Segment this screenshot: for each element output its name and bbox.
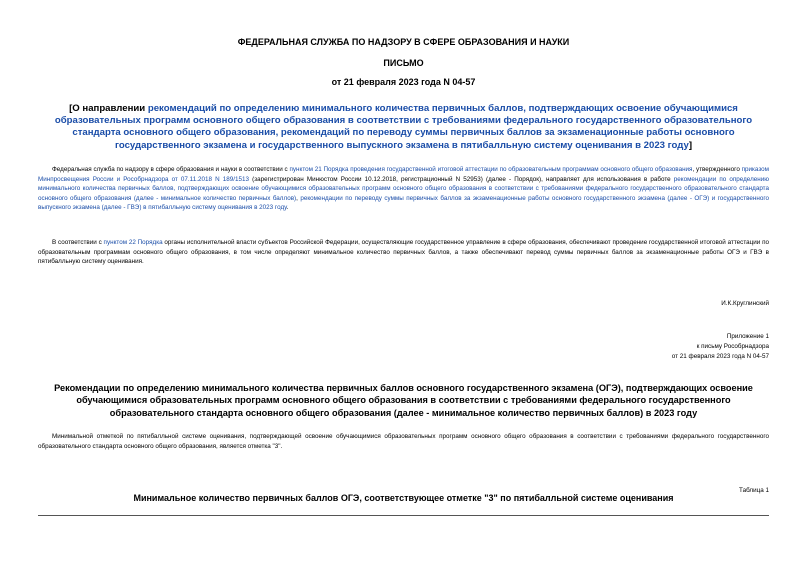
subject-open: [О направлении — [69, 103, 148, 114]
paragraph-3: Минимальной отметкой по пятибалльной системе оценивания, подтверждающей освоение обучающимися образовательных программ основного общего образования в соответствии с требованиями федерального государственного образовательного стандарта основного общего образования, является отметка "3". — [38, 433, 769, 450]
p1-text-5: . — [286, 204, 289, 212]
table-top-border — [38, 515, 769, 516]
p1-text-4: , — [296, 194, 301, 202]
p1-link-recommendations-min[interactable]: рекомендации по определению минимального количества первичных баллов, подтверждающих освоение обучающимися образовательных программ основного общего образования в соответствии с требованиями федерального государственного образовательного стандарта основного общего образования (далее - минимальное количество первичных баллов) — [38, 175, 769, 202]
paragraph-1 — [38, 165, 769, 213]
table-title: Минимальное количество первичных баллов ОГЭ, соответствующее отметке "3" по пятибалльной системе оценивания — [133, 493, 674, 503]
p1-text-3: (зарегистрирован Минюстом России 10.12.2018, регистрационный N 52953) (далее - Порядок), направляет для использования в работе — [249, 175, 674, 183]
p1-text-2: , утвержденного — [692, 166, 742, 173]
p1-text-1: Федеральная служба по надзору в сфере образования и науки в соответствии с — [52, 166, 290, 173]
p2-link-order-22[interactable]: пунктом 22 Порядка — [103, 239, 163, 246]
table-caption: Таблица 1 — [739, 487, 769, 494]
appendix-line-1: Приложение 1 — [726, 333, 769, 340]
subject-link[interactable]: рекомендаций по определению минимального количества первичных баллов, подтверждающих освоение обучающимися образовательных программ основного общего образования в соответствии с требованиями федерального государственного образовательного стандарта основного общего образования, рекомендаций по переводу суммы первичных баллов за экзаменационные работы основного государственного экзамена и государственного выпускного экзамена в пятибалльную систему оценивания в 2023 году — [54, 103, 753, 151]
letter-subject — [52, 103, 755, 152]
subject-close: ] — [688, 139, 693, 151]
p1-link-order-ministry[interactable]: приказом Минпросвещения России и Рособрнадзора от 07.11.2018 N 189/1513 — [38, 166, 769, 183]
appendix-line-2: к письму Рособрнадзора — [696, 343, 769, 350]
paragraph-2 — [38, 238, 769, 267]
p1-link-order-21[interactable]: пунктом 21 Порядка проведения государственной итоговой аттестации по образовательным программам основного общего образования — [289, 166, 693, 173]
recommendations-title: Рекомендации по определению минимального количества первичных баллов основного государственного экзамена (ОГЭ), подтверждающих освоение обучающимися образовательных программ основного общего образования в соответствии с требованиями федерального государственного образовательного стандарта основного общего образования (далее - минимальное количество первичных баллов) в 2023 году — [54, 383, 753, 418]
appendix-line-3: от 21 февраля 2023 года N 04-57 — [671, 353, 769, 360]
doc-date-number: от 21 февраля 2023 года N 04-57 — [331, 77, 476, 87]
doc-type: ПИСЬМО — [383, 58, 424, 68]
p2-text-1: В соответствии с — [52, 239, 104, 246]
agency-title: ФЕДЕРАЛЬНАЯ СЛУЖБА ПО НАДЗОРУ В СФЕРЕ ОБРАЗОВАНИЯ И НАУКИ — [237, 37, 570, 47]
signature: И.К.Круглинский — [721, 300, 769, 307]
p1-link-recommendations-transfer[interactable]: рекомендации по переводу суммы первичных баллов за экзаменационные работы основного государственного экзамена (далее - ОГЭ) и государственного выпускного экзамена (далее - ГВЭ) в пятибалльную систему оценивания в 2023 году — [38, 194, 770, 212]
p2-text-2: органы исполнительной власти субъектов Российской Федерации, осуществляющие государственное управление в сфере образования, обеспечивают проведение государственной итоговой аттестации по образовательным программам основного общего образования, в том числе определяют минимальное количество первичных баллов, а также обеспечивают перевод суммы первичных баллов за экзаменационные работы ОГЭ и ГВЭ в пятибалльную систему оценивания. — [38, 239, 769, 266]
appendix-block — [672, 332, 769, 362]
